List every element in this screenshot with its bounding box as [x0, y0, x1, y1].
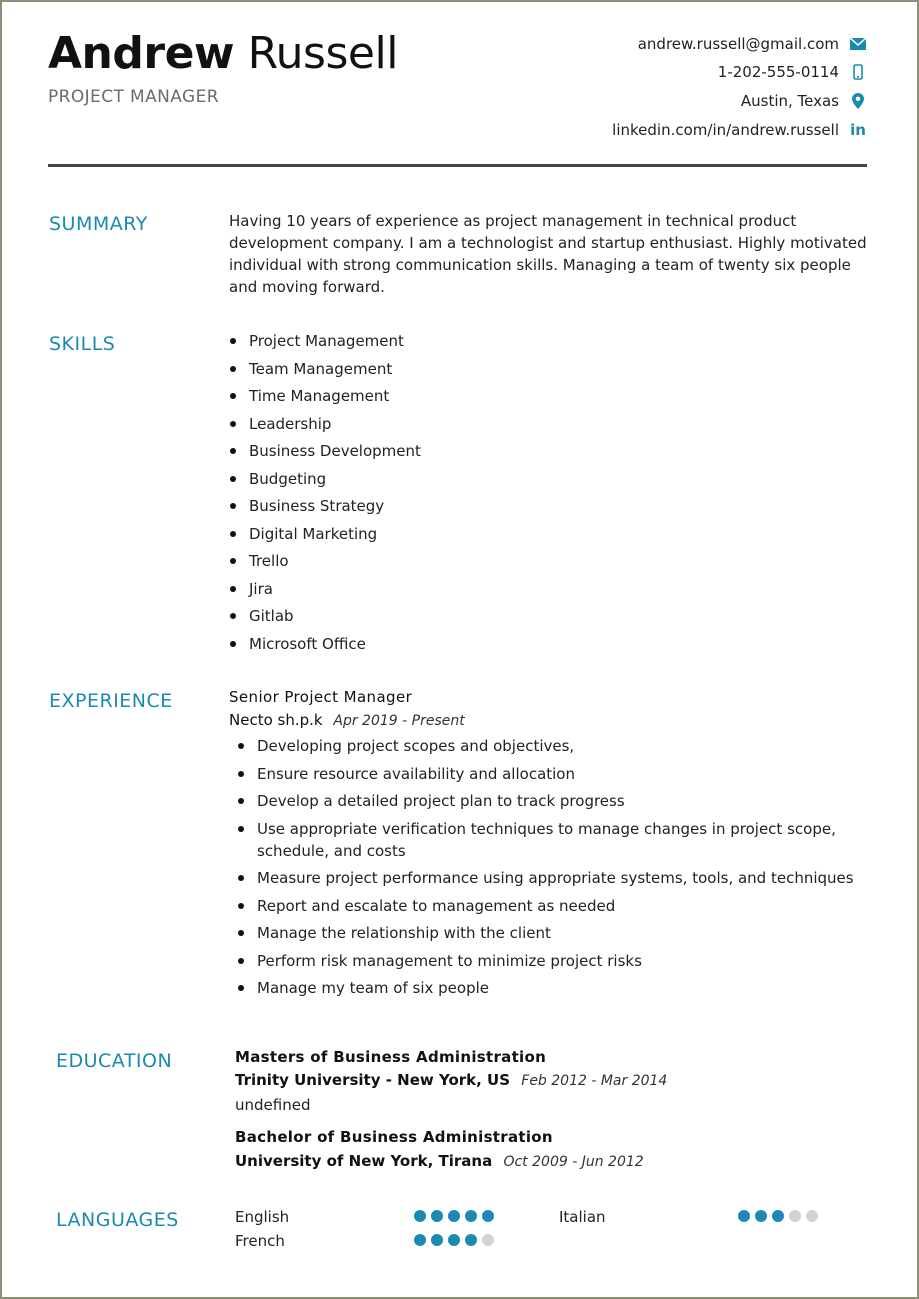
experience-bullet: Develop a detailed project plan to track progress	[237, 790, 867, 812]
rating-dot-filled	[755, 1210, 767, 1222]
rating-dot-filled	[448, 1210, 460, 1222]
language-rating	[414, 1234, 494, 1246]
education-dates: Oct 2009 - Jun 2012	[503, 1154, 644, 1170]
skill-item: Digital Marketing	[229, 523, 421, 545]
rating-dot-filled	[465, 1234, 477, 1246]
language-rating	[414, 1210, 494, 1222]
education-note: undefined	[235, 1096, 311, 1114]
rating-dot-filled	[414, 1234, 426, 1246]
skill-item: Business Development	[229, 440, 421, 462]
rating-dot-filled	[465, 1210, 477, 1222]
rating-dot-filled	[431, 1234, 443, 1246]
last-name: Russell	[247, 28, 398, 79]
skill-item: Gitlab	[229, 605, 421, 627]
rating-dot-empty	[789, 1210, 801, 1222]
experience-bullet: Ensure resource availability and allocation	[237, 763, 867, 785]
envelope-icon	[849, 38, 867, 50]
skill-item: Trello	[229, 550, 421, 572]
language-name: English	[235, 1208, 290, 1226]
experience-company-line	[229, 711, 465, 729]
language-name: French	[235, 1232, 285, 1250]
first-name: Andrew	[48, 28, 235, 79]
education-heading: EDUCATION	[56, 1050, 173, 1072]
email-text[interactable]: andrew.russell@gmail.com	[637, 35, 839, 53]
skill-item: Jira	[229, 578, 421, 600]
rating-dot-filled	[431, 1210, 443, 1222]
phone-text: 1-202-555-0114	[717, 63, 839, 81]
skill-item: Project Management	[229, 330, 421, 352]
skill-item: Team Management	[229, 358, 421, 380]
summary-text: Having 10 years of experience as project management in technical product development company. I am a technologist and startup enthusiast. Highly motivated individual with strong communication skills. Managing a team of twenty six people and moving forward.	[229, 212, 867, 296]
language-rating	[738, 1210, 818, 1222]
education-degree: Bachelor of Business Administration	[235, 1128, 553, 1146]
skill-item: Budgeting	[229, 468, 421, 490]
experience-dates: Apr 2019 - Present	[333, 713, 465, 729]
experience-bullet: Report and escalate to management as needed	[237, 895, 867, 917]
job-title: PROJECT MANAGER	[48, 87, 219, 107]
languages-heading: LANGUAGES	[56, 1209, 179, 1231]
experience-bullet: Perform risk management to minimize project risks	[237, 950, 867, 972]
header-divider	[48, 164, 867, 167]
experience-company: Necto sh.p.k	[229, 711, 323, 729]
education-school: University of New York, Tirana	[235, 1152, 493, 1170]
education-school-line	[235, 1071, 667, 1089]
skill-item: Time Management	[229, 385, 421, 407]
location-text: Austin, Texas	[740, 92, 839, 110]
skills-list	[229, 330, 421, 660]
education-degree: Masters of Business Administration	[235, 1048, 547, 1066]
contact-location	[507, 92, 867, 110]
experience-heading: EXPERIENCE	[49, 690, 173, 712]
rating-dot-filled	[772, 1210, 784, 1222]
experience-bullets	[237, 735, 867, 1005]
experience-bullet: Manage the relationship with the client	[237, 922, 867, 944]
experience-bullet: Manage my team of six people	[237, 977, 867, 999]
rating-dot-filled	[414, 1210, 426, 1222]
education-school-line	[235, 1152, 644, 1170]
linkedin-text[interactable]: linkedin.com/in/andrew.russell	[612, 121, 839, 139]
experience-bullet: Use appropriate verification techniques to manage changes in project scope, schedule, and costs	[237, 818, 867, 862]
education-dates: Feb 2012 - Mar 2014	[521, 1073, 668, 1089]
rating-dot-empty	[806, 1210, 818, 1222]
rating-dot-filled	[482, 1210, 494, 1222]
language-name: Italian	[559, 1208, 606, 1226]
linkedin-icon: in	[850, 121, 866, 139]
rating-dot-filled	[448, 1234, 460, 1246]
skill-item: Microsoft Office	[229, 633, 421, 655]
contact-linkedin[interactable]	[507, 121, 867, 139]
contact-email[interactable]	[507, 35, 867, 53]
skills-heading: SKILLS	[49, 333, 116, 355]
summary-heading: SUMMARY	[49, 213, 148, 235]
rating-dot-filled	[738, 1210, 750, 1222]
education-school: Trinity University - New York, US	[235, 1071, 511, 1089]
candidate-name	[48, 28, 398, 79]
experience-bullet: Developing project scopes and objectives,	[237, 735, 867, 757]
experience-role: Senior Project Manager	[229, 688, 413, 706]
skill-item: Business Strategy	[229, 495, 421, 517]
map-pin-icon	[849, 93, 867, 109]
phone-icon	[849, 64, 867, 80]
skill-item: Leadership	[229, 413, 421, 435]
contact-phone	[507, 63, 867, 81]
experience-bullet: Measure project performance using appropriate systems, tools, and techniques	[237, 867, 867, 889]
rating-dot-empty	[482, 1234, 494, 1246]
